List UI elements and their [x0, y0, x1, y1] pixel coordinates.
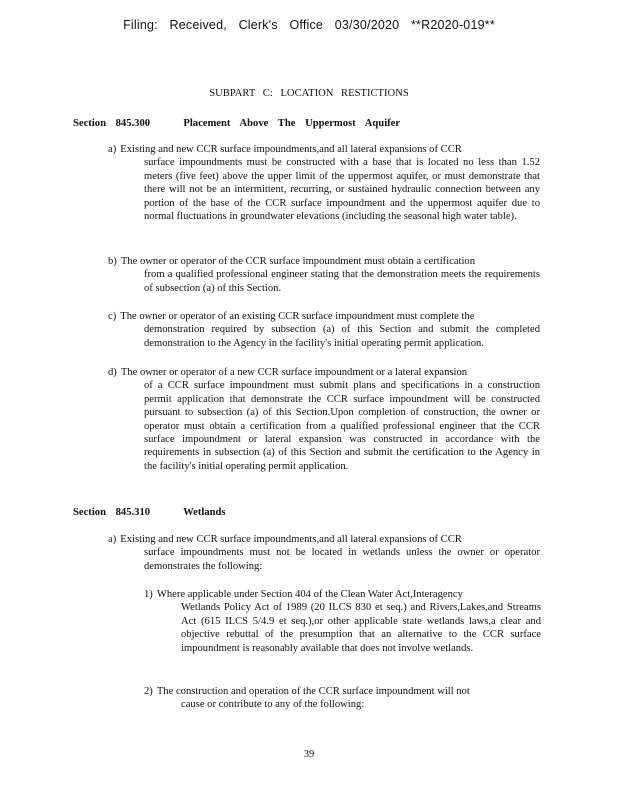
paragraph-first-line: Existing and new CCR surface impoundments,and all lateral expansions of CCR: [120, 144, 462, 155]
paragraph-a: [108, 143, 540, 223]
section-title: Wetlands: [183, 507, 226, 518]
paragraph-label: a): [108, 144, 117, 155]
subparagraph-label: 2): [144, 686, 153, 697]
paragraph-label: b): [108, 256, 117, 267]
paragraph-text: from a qualified professional engineer stating that the demonstration meets the requirements of subsection (a) of this Section.: [144, 269, 540, 294]
subparagraph-1: [144, 588, 541, 655]
subparagraph-text: cause or contribute to any of the following:: [181, 699, 365, 711]
subparagraph-label: 1): [144, 589, 153, 600]
subpart-title: SUBPART C: LOCATION RESTICTIONS: [209, 88, 409, 99]
paragraph-text: surface impoundments must be constructed with a base that is located no less than 1.52 meters (five feet) above the upper limit of the uppermost aquifer, or must demonstrate that there will not be an intermittent, recurring, or sustained hydraulic connection between any portion of the base of the CCR surface impoundment and the uppermost aquifer due to normal fluctuations in groundwater elevations (including the seasonal high water table).: [144, 157, 540, 223]
paragraph-b: [108, 255, 540, 295]
subparagraph-2: [144, 685, 541, 712]
paragraph-first-line: Existing and new CCR surface impoundments,and all lateral expansions of CCR: [120, 534, 462, 545]
paragraph-first-line: The owner or operator of an existing CCR surface impoundment must complete the: [120, 311, 475, 322]
subparagraph-text: Wetlands Policy Act of 1989 (20 ILCS 830 et seq.) and Rivers,Lakes,and Streams Act (615 ILCS 5/4.9 et seq.),or other applicable state wetlands laws,a clear and objective rebuttal of the presumption that an alternative to the CCR surface impoundment is reasonably available that does not involve wetlands.: [181, 602, 541, 654]
paragraph-text: of a CCR surface impoundment must submit plans and specifications in a construction permit application that demonstrate the CCR surface impoundment will be constructed pursuant to subsection (a) of this Section.Upon completion of construction, the owner or operator must obtain a certification from a qualified professional engineer that the CCR surface impoundment or lateral expansion was constructed in accordance with the requirements in subsection (a) of this Section and submit the certification to the Agency in the facility's initial operating permit application.: [144, 380, 540, 472]
paragraph-first-line: The owner or operator of the CCR surface impoundment must obtain a certification: [120, 256, 476, 267]
paragraph-label: c): [108, 311, 117, 322]
paragraph-label: a): [108, 534, 117, 545]
paragraph-first-line: The owner or operator of a new CCR surface impoundment or a lateral expansion: [120, 367, 468, 378]
paragraph-text: demonstration required by subsection (a) of this Section and submit the completed demonstration to the Agency in the facility's initial operating permit application.: [144, 324, 540, 349]
filing-header: Filing: Received, Clerk's Office 03/30/2020 **R2020-019**: [123, 18, 495, 32]
paragraph-label: d): [108, 367, 117, 378]
section-number: Section 845.310: [73, 507, 151, 518]
page-number: 39: [303, 749, 315, 760]
section-number: Section 845.300: [73, 118, 151, 129]
subparagraph-first-line: The construction and operation of the CCR surface impoundment will not: [156, 686, 470, 697]
section-845-300-heading: [73, 117, 400, 130]
paragraph-d: [108, 366, 540, 473]
section-845-310-heading: [73, 506, 226, 519]
paragraph-text: surface impoundments must not be located in wetlands unless the owner or operator demonstrates the following:: [144, 547, 540, 572]
subparagraph-first-line: Where applicable under Section 404 of the Clean Water Act,Interagency: [156, 589, 463, 600]
section-title: Placement Above The Uppermost Aquifer: [183, 118, 401, 129]
paragraph-c: [108, 310, 540, 350]
paragraph-a-wetlands: [108, 533, 540, 573]
